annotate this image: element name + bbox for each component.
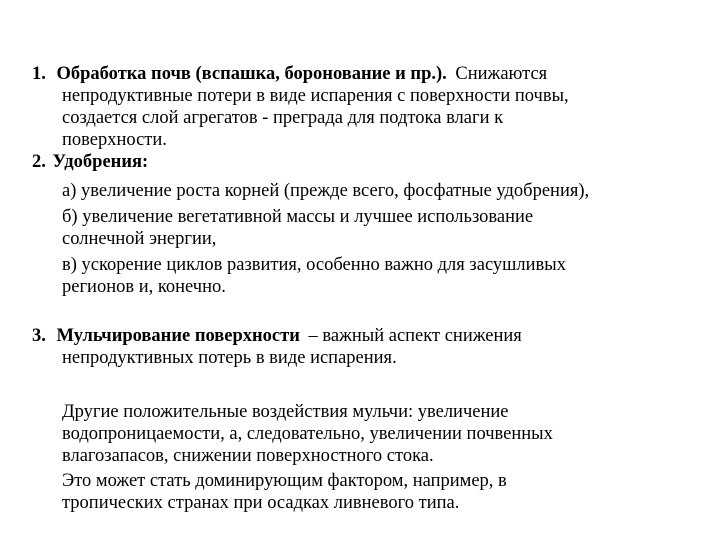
item-2-sub-c-cont: регионов и, конечно. bbox=[62, 277, 226, 297]
item-3-line: непродуктивных потерь в виде испарения. bbox=[62, 348, 397, 368]
paragraph-1-line: влагозапасов, снижении поверхностного стока. bbox=[62, 446, 434, 466]
paragraph-1-line: водопроницаемости, а, следовательно, увеличении почвенных bbox=[62, 424, 553, 444]
item-2-heading: Удобрения: bbox=[52, 152, 149, 172]
item-3-text-start: – важный аспект снижения bbox=[308, 326, 522, 346]
paragraph-2-line: Это может стать доминирующим фактором, например, в bbox=[62, 471, 507, 491]
paragraph-2-line: тропических странах при осадках ливневого типа. bbox=[62, 493, 460, 513]
item-3-heading: Мульчирование поверхности bbox=[56, 326, 300, 346]
item-2-sub-b: б) увеличение вегетативной массы и лучшее использование bbox=[62, 207, 534, 227]
item-1-first-line bbox=[32, 63, 547, 85]
item-1-number: 1. bbox=[32, 64, 46, 84]
item-2-heading-line bbox=[32, 151, 148, 173]
item-1-line: поверхности. bbox=[62, 130, 167, 150]
paragraph-1-line: Другие положительные воздействия мульчи: увеличение bbox=[62, 402, 509, 422]
item-2-sub-a: а) увеличение роста корней (прежде всего, фосфатные удобрения), bbox=[62, 181, 590, 201]
item-3-first-line bbox=[32, 325, 522, 347]
item-2-sub-c: в) ускорение циклов развития, особенно важно для засушливых bbox=[62, 255, 566, 275]
item-3-number: 3. bbox=[32, 326, 46, 346]
item-2-sub-b-cont: солнечной энергии, bbox=[62, 229, 217, 249]
item-1-heading: Обработка почв (вспашка, боронование и пр.). bbox=[56, 64, 447, 84]
item-2-number: 2. bbox=[32, 152, 46, 172]
item-1-text-start: Снижаются bbox=[455, 64, 548, 84]
item-1-line: создается слой агрегатов - преграда для подтока влаги к bbox=[62, 108, 504, 128]
item-1-line: непродуктивные потери в виде испарения с поверхности почвы, bbox=[62, 86, 569, 106]
